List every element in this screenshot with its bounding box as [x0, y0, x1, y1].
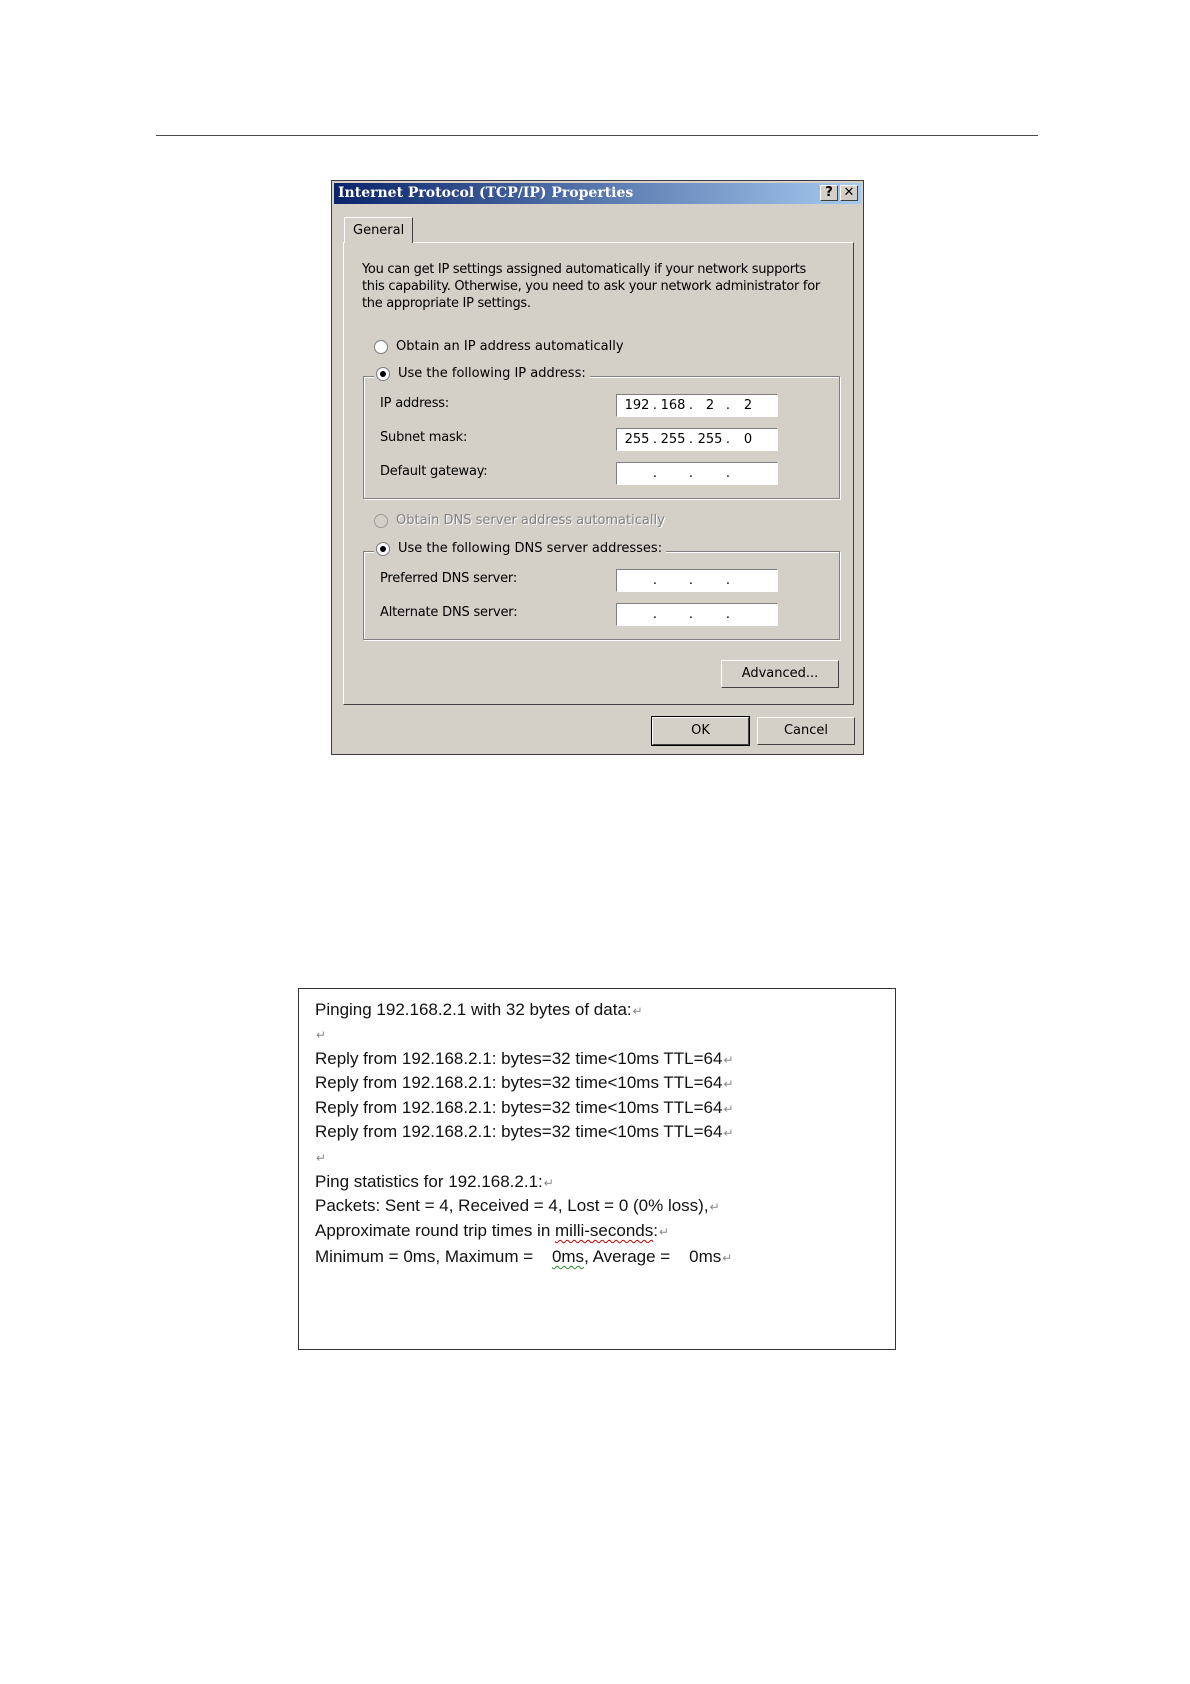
stats-header-line — [315, 1171, 554, 1193]
close-button[interactable] — [840, 185, 858, 201]
octet-dot: . — [652, 607, 658, 622]
intro-line: the appropriate IP settings. — [362, 296, 531, 311]
default-gateway-label: Default gateway: — [380, 464, 488, 479]
ip-auto-label: Obtain an IP address automatically — [396, 339, 624, 354]
spellcheck-word: milli-seconds — [555, 1221, 654, 1240]
subnet-mask-input[interactable] — [616, 428, 778, 451]
reply-text: Reply from 192.168.2.1: bytes=32 time<10ms TTL=64 — [315, 1073, 723, 1092]
return-mark-icon: ↵ — [723, 1077, 734, 1091]
intro-line: this capability. Otherwise, you need to ask your network administrator for — [362, 279, 820, 294]
page-header-rule — [156, 135, 1038, 136]
round-trip-prefix: Approximate round trip times in — [315, 1221, 555, 1240]
reply-line — [315, 1097, 734, 1119]
min-max-prefix: Minimum = 0ms, Maximum = — [315, 1247, 538, 1266]
reply-text: Reply from 192.168.2.1: bytes=32 time<10ms TTL=64 — [315, 1122, 723, 1141]
return-mark-icon: ↵ — [723, 1053, 734, 1067]
octet-dot: . — [652, 398, 658, 413]
ping-header-line — [315, 999, 643, 1021]
reply-text: Reply from 192.168.2.1: bytes=32 time<10ms TTL=64 — [315, 1049, 723, 1068]
octet: 168 — [660, 398, 686, 413]
octet-dot: . — [652, 466, 658, 481]
octet: 255 — [697, 432, 723, 447]
octet-dot: . — [652, 432, 658, 447]
blank-line — [315, 1023, 326, 1045]
help-icon: ? — [825, 185, 833, 200]
min-max-suffix: , Average = 0ms — [584, 1247, 722, 1266]
octet: 2 — [743, 398, 753, 413]
ip-auto-radio[interactable] — [374, 340, 388, 354]
round-trip-suffix: : — [653, 1221, 658, 1240]
return-mark-icon: ↵ — [723, 1102, 734, 1116]
return-mark-icon: ↵ — [316, 1151, 327, 1165]
stats-header-text: Ping statistics for 192.168.2.1: — [315, 1172, 543, 1191]
intro-line: You can get IP settings assigned automatically if your network supports — [362, 262, 807, 277]
return-mark-icon: ↵ — [543, 1176, 554, 1190]
return-mark-icon: ↵ — [723, 1126, 734, 1140]
ip-auto-option[interactable] — [374, 339, 628, 354]
ping-header-text: Pinging 192.168.2.1 with 32 bytes of data: — [315, 1000, 632, 1019]
dns-auto-label: Obtain DNS server address automatically — [396, 513, 665, 528]
alternate-dns-label: Alternate DNS server: — [380, 605, 518, 620]
dns-auto-option[interactable] — [374, 513, 669, 528]
packets-text: Packets: Sent = 4, Received = 4, Lost = 0 (0% loss), — [315, 1196, 709, 1215]
dns-manual-radio[interactable] — [376, 542, 390, 556]
min-max-line — [315, 1246, 732, 1268]
max-value: 0ms — [551, 1247, 585, 1266]
round-trip-line — [315, 1220, 669, 1242]
reply-line — [315, 1048, 734, 1070]
ip-manual-option[interactable] — [374, 366, 590, 381]
ip-manual-radio[interactable] — [376, 367, 390, 381]
tcpip-properties-dialog — [331, 180, 864, 755]
octet-dot: . — [688, 432, 694, 447]
dns-manual-label: Use the following DNS server addresses: — [398, 541, 663, 556]
reply-line — [315, 1121, 734, 1143]
subnet-mask-label: Subnet mask: — [380, 430, 468, 445]
close-icon: ✕ — [843, 185, 855, 200]
help-button[interactable] — [820, 185, 838, 201]
octet: 0 — [743, 432, 753, 447]
alternate-dns-input[interactable] — [616, 603, 778, 626]
octet-dot: . — [725, 607, 731, 622]
return-mark-icon: ↵ — [658, 1225, 670, 1239]
octet: 192 — [624, 398, 650, 413]
dns-manual-option[interactable] — [374, 541, 666, 556]
octet-dot: . — [725, 398, 731, 413]
octet-dot: . — [652, 573, 658, 588]
dns-server-group — [363, 551, 840, 640]
octet-dot: . — [688, 573, 694, 588]
intro-text — [362, 261, 832, 312]
tab-general-label: General — [353, 223, 405, 238]
preferred-dns-label: Preferred DNS server: — [380, 571, 518, 586]
octet-dot: . — [688, 466, 694, 481]
octet-dot: . — [725, 432, 731, 447]
default-gateway-input[interactable] — [616, 462, 778, 485]
ip-address-label: IP address: — [380, 396, 450, 411]
return-mark-icon: ↵ — [316, 1028, 327, 1042]
tab-general[interactable] — [344, 217, 413, 243]
ok-button[interactable]: OK — [652, 717, 749, 745]
octet: 255 — [660, 432, 686, 447]
octet: 2 — [705, 398, 715, 413]
octet-dot: . — [725, 573, 731, 588]
ip-address-input[interactable] — [616, 394, 778, 417]
packets-line — [315, 1195, 720, 1217]
blank-line — [315, 1146, 326, 1168]
reply-text: Reply from 192.168.2.1: bytes=32 time<10ms TTL=64 — [315, 1098, 723, 1117]
return-mark-icon: ↵ — [632, 1004, 643, 1018]
octet-dot: . — [688, 607, 694, 622]
preferred-dns-input[interactable] — [616, 569, 778, 592]
return-mark-icon: ↵ — [709, 1200, 720, 1214]
title-bar[interactable] — [334, 183, 861, 204]
dns-auto-radio[interactable] — [374, 514, 388, 528]
dialog-title: Internet Protocol (TCP/IP) Properties — [338, 185, 634, 201]
octet: 255 — [624, 432, 650, 447]
reply-line — [315, 1072, 734, 1094]
return-mark-icon: ↵ — [722, 1251, 733, 1265]
cancel-button[interactable]: Cancel — [757, 717, 855, 745]
advanced-button[interactable]: Advanced... — [721, 660, 839, 688]
octet-dot: . — [725, 466, 731, 481]
octet-dot: . — [688, 398, 694, 413]
ping-output-box — [298, 988, 896, 1350]
ip-manual-label: Use the following IP address: — [398, 366, 586, 381]
